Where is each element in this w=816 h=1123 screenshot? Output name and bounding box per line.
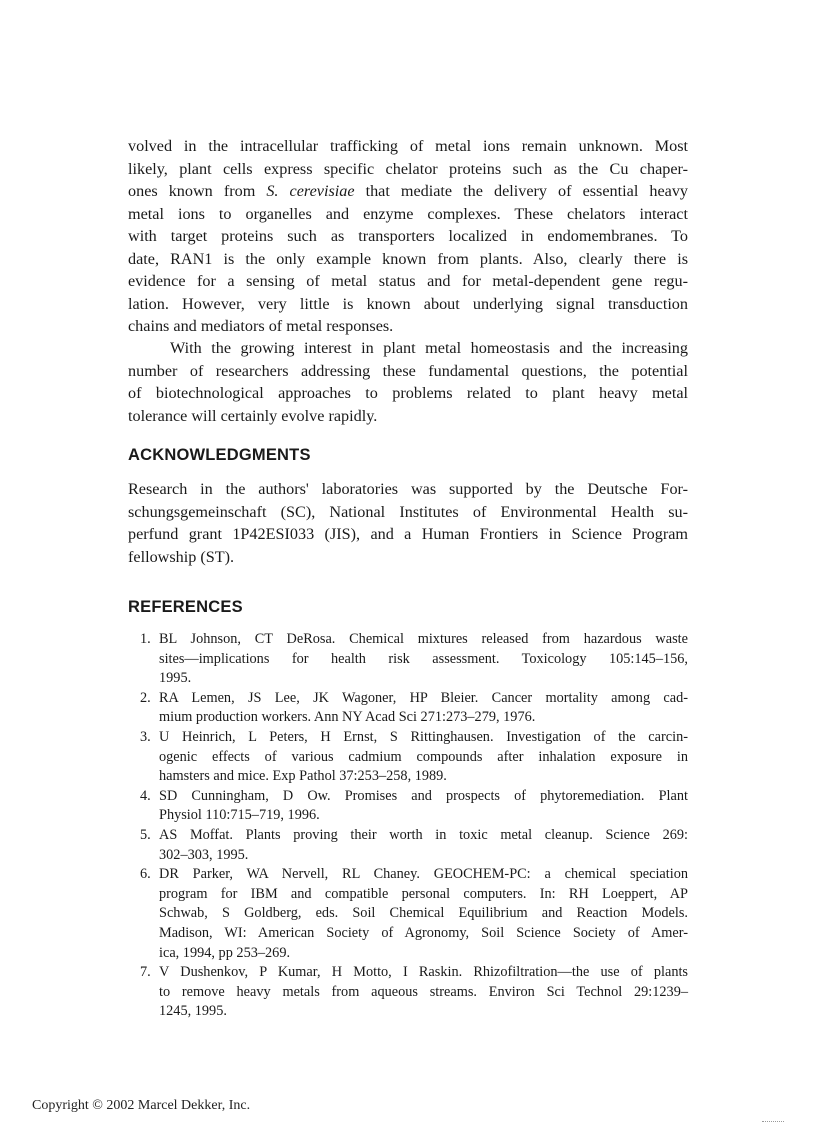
reference-line: AS Moffat. Plants proving their worth in toxic metal cleanup. Science 269:	[159, 826, 688, 843]
reference-line: BL Johnson, CT DeRosa. Chemical mixtures released from hazardous waste	[159, 631, 688, 647]
reference-line: DR Parker, WA Nervell, RL Chaney. GEOCHEM-PC: a chemical speciation	[159, 866, 688, 883]
reference-line: ica, 1994, pp 253–269.	[159, 944, 291, 961]
text-line: metal ions to organelles and enzyme complexes. These chelators interact	[128, 204, 688, 223]
reference-line: 302–303, 1995.	[159, 846, 249, 863]
reference-item	[128, 865, 688, 963]
text-line: With the growing interest in plant metal homeostasis and the increasing	[170, 339, 688, 357]
reference-number: 1.	[140, 631, 151, 647]
text-line: chains and mediators of metal responses.	[128, 317, 394, 335]
reference-line: Madison, WI: American Society of Agronomy, Soil Science Society of Amer-	[159, 924, 688, 941]
reference-number: 6.	[140, 866, 151, 883]
text-fragment: ones known from	[128, 182, 267, 200]
text-line: date, RAN1 is the only example known from plants. Also, clearly there is	[128, 249, 688, 268]
reference-number: 7.	[140, 964, 151, 981]
text-line: Research in the authors' laboratories was supported by the Deutsche For-	[128, 480, 688, 498]
reference-line: mium production workers. Ann NY Acad Sci 271:273–279, 1976.	[159, 709, 536, 726]
reference-item	[128, 630, 688, 689]
body-paragraph-2	[128, 337, 688, 427]
reference-line: program for IBM and compatible personal computers. In: RH Loeppert, AP	[159, 885, 688, 902]
species-name: S. cerevisiae	[266, 182, 355, 200]
references-list	[128, 630, 688, 1022]
acknowledgments-paragraph	[128, 478, 688, 568]
text-line: number of researchers addressing these fundamental questions, the potential	[128, 361, 688, 380]
copyright-footer: Copyright © 2002 Marcel Dekker, Inc.	[32, 1098, 251, 1113]
text-line: perfund grant 1P42ESI033 (JIS), and a Human Frontiers in Science Program	[128, 525, 688, 543]
text-line: with target proteins such as transporters localized in endomembranes. To	[128, 227, 688, 245]
reference-line: Physiol 110:715–719, 1996.	[159, 807, 320, 824]
reference-item	[128, 689, 688, 728]
text-line: fellowship (ST).	[128, 547, 235, 566]
reference-line: 1995.	[159, 670, 192, 687]
text-line: lation. However, very little is known about underlying signal transduction	[128, 294, 688, 313]
text-fragment: that mediate the delivery of essential heavy	[354, 182, 689, 200]
reference-number: 3.	[140, 728, 151, 745]
text-line: likely, plant cells express specific chelator proteins such as the Cu chaper-	[128, 159, 688, 178]
reference-item	[128, 787, 688, 826]
text-line: of biotechnological approaches to problems related to plant heavy metal	[128, 384, 688, 402]
acknowledgments-heading: ACKNOWLEDGMENTS	[128, 446, 311, 464]
reference-line: V Dushenkov, P Kumar, H Motto, I Raskin. Rhizofiltration—the use of plants	[159, 964, 688, 981]
reference-line: 1245, 1995.	[159, 1003, 227, 1020]
text-line	[128, 180, 688, 203]
reference-line: hamsters and mice. Exp Pathol 37:253–258, 1989.	[159, 768, 447, 785]
reference-line: sites—implications for health risk assessment. Toxicology 105:145–156,	[159, 650, 688, 667]
reference-line: U Heinrich, L Peters, H Ernst, S Rittinghausen. Investigation of the carcin-	[159, 728, 688, 745]
body-paragraph-1	[128, 135, 688, 338]
references-heading: REFERENCES	[128, 598, 243, 616]
text-line: evidence for a sensing of metal status and for metal-dependent gene regu-	[128, 272, 688, 290]
text-line: volved in the intracellular trafficking of metal ions remain unknown. Most	[128, 137, 688, 155]
reference-number: 4.	[140, 787, 151, 804]
reference-line: SD Cunningham, D Ow. Promises and prospects of phytoremediation. Plant	[159, 787, 688, 804]
reference-item	[128, 826, 688, 865]
reference-number: 2.	[140, 689, 151, 706]
text-line: schungsgemeinschaft (SC), National Institutes of Environmental Health su-	[128, 502, 688, 521]
reference-item	[128, 963, 688, 1022]
reference-item	[128, 728, 688, 787]
corner-divider	[762, 1121, 784, 1122]
reference-line: to remove heavy metals from aqueous streams. Environ Sci Technol 29:1239–	[159, 983, 688, 1000]
reference-line: ogenic effects of various cadmium compounds after inhalation exposure in	[159, 748, 688, 765]
text-line: tolerance will certainly evolve rapidly.	[128, 406, 378, 425]
reference-line: Schwab, S Goldberg, eds. Soil Chemical Equilibrium and Reaction Models.	[159, 905, 688, 922]
reference-line: RA Lemen, JS Lee, JK Wagoner, HP Bleier. Cancer mortality among cad-	[159, 689, 688, 706]
reference-number: 5.	[140, 826, 151, 843]
